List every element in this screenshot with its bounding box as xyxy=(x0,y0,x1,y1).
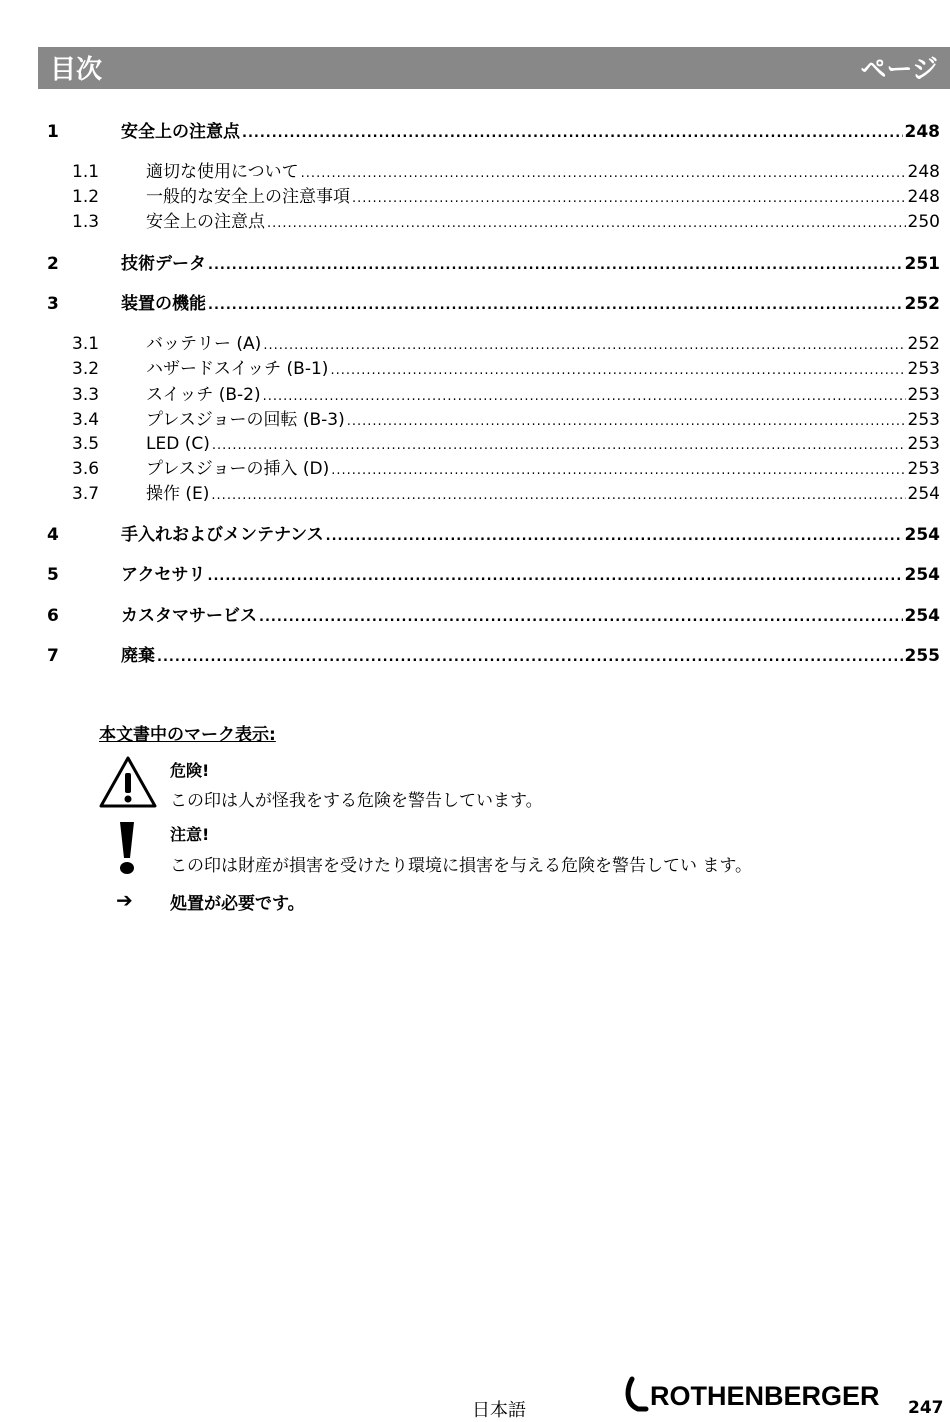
toc-page: 251 xyxy=(904,254,940,274)
toc-number: 3.1 xyxy=(72,334,100,354)
toc-entry-1-3[interactable] xyxy=(0,211,950,233)
toc-label: 安全上の注意点 xyxy=(146,212,265,232)
toc-entry-3[interactable] xyxy=(0,293,950,315)
toc-entry-1-2[interactable] xyxy=(0,186,950,208)
rothenberger-logo xyxy=(624,1376,894,1416)
toc-entry-3-4[interactable] xyxy=(0,409,950,431)
toc-entry-3-1[interactable] xyxy=(0,333,950,355)
caution-heading: 注意! xyxy=(170,825,210,844)
exclamation-icon xyxy=(114,820,140,876)
toc-label: 一般的な安全上の注意事項 xyxy=(146,187,350,207)
toc-label: 廃棄 xyxy=(121,646,155,666)
toc-label: アクセサリ xyxy=(121,565,206,585)
toc-entry-3-3[interactable] xyxy=(0,384,950,406)
toc-number: 2 xyxy=(47,254,59,274)
header-bar xyxy=(38,47,950,89)
toc-page: 253 xyxy=(907,459,940,479)
toc-page: 248 xyxy=(904,122,940,142)
toc-entry-5[interactable] xyxy=(0,564,950,586)
toc-page: 253 xyxy=(907,359,940,379)
dot-leader xyxy=(301,163,906,185)
toc-number: 3.2 xyxy=(72,359,100,379)
toc-label: カスタマサービス xyxy=(121,606,257,626)
toc-number: 3.7 xyxy=(72,484,100,504)
toc-entry-2[interactable] xyxy=(0,253,950,275)
dot-leader xyxy=(208,255,903,277)
toc-page: 255 xyxy=(904,646,940,666)
dot-leader xyxy=(347,411,906,433)
toc-label: 手入れおよびメンテナンス xyxy=(121,525,324,545)
toc-label: ハザードスイッチ (B-1) xyxy=(146,359,329,379)
toc-label: 適切な使用について xyxy=(146,162,299,182)
toc-label: 安全上の注意点 xyxy=(121,122,240,142)
toc-number: 7 xyxy=(47,646,59,666)
toc-label: 操作 (E) xyxy=(146,484,210,504)
danger-text: この印は人が怪我をする危険を警告しています。 xyxy=(170,791,543,811)
toc-label: バッテリー (A) xyxy=(146,334,262,354)
dot-leader xyxy=(326,526,903,548)
warning-triangle-icon xyxy=(98,755,158,809)
toc-label: 装置の機能 xyxy=(121,294,206,314)
toc-number: 3.6 xyxy=(72,459,100,479)
toc-label: LED (C) xyxy=(146,434,210,454)
dot-leader xyxy=(212,435,906,457)
toc-page: 254 xyxy=(904,606,940,626)
toc-page: 254 xyxy=(907,484,940,504)
toc-number: 1.1 xyxy=(72,162,100,182)
toc-number: 6 xyxy=(47,606,59,626)
legend-title: 本文書中のマーク表示: xyxy=(99,725,276,745)
toc-number: 3.3 xyxy=(72,385,100,405)
dot-leader xyxy=(330,360,905,382)
logo-text: ROTHENBERGER xyxy=(650,1381,880,1411)
toc-label: プレスジョーの回転 (B-3) xyxy=(146,410,345,430)
dot-leader xyxy=(263,386,906,408)
dot-leader xyxy=(211,485,905,507)
toc-entry-3-2[interactable] xyxy=(0,358,950,380)
toc-entry-3-6[interactable] xyxy=(0,458,950,480)
toc-number: 5 xyxy=(47,565,59,585)
toc-label: スイッチ (B-2) xyxy=(146,385,261,405)
toc-label: プレスジョーの挿入 (D) xyxy=(146,459,330,479)
dot-leader xyxy=(263,335,905,357)
toc-page: 253 xyxy=(907,410,940,430)
toc-number: 4 xyxy=(47,525,59,545)
caution-text: この印は財産が損害を受けたり環境に損害を与える危険を警告してい ます。 xyxy=(170,856,753,876)
dot-leader xyxy=(259,607,903,629)
toc-entry-1[interactable] xyxy=(0,121,950,143)
toc-number: 3 xyxy=(47,294,59,314)
toc-entry-6[interactable] xyxy=(0,605,950,627)
toc-page: 254 xyxy=(904,525,940,545)
page-title: 目次 xyxy=(50,55,103,85)
toc-page: 253 xyxy=(907,385,940,405)
action-required-text: 処置が必要です。 xyxy=(170,894,305,914)
toc-entry-1-1[interactable] xyxy=(0,161,950,183)
toc-entry-7[interactable] xyxy=(0,645,950,667)
right-arrow-icon: ➔ xyxy=(116,888,133,912)
dot-leader xyxy=(157,647,903,669)
toc-number: 1 xyxy=(47,122,59,142)
toc-entry-3-7[interactable] xyxy=(0,483,950,505)
dot-leader xyxy=(267,213,906,235)
toc-page: 250 xyxy=(907,212,940,232)
dot-leader xyxy=(242,123,903,145)
dot-leader xyxy=(208,566,903,588)
danger-heading: 危険! xyxy=(170,761,210,780)
toc-page: 252 xyxy=(907,334,940,354)
toc-entry-3-5[interactable] xyxy=(0,433,950,455)
dot-leader xyxy=(352,188,906,210)
dot-leader xyxy=(208,295,903,317)
toc-page: 254 xyxy=(904,565,940,585)
toc-page: 253 xyxy=(907,434,940,454)
toc-number: 3.5 xyxy=(72,434,100,454)
toc-page: 248 xyxy=(907,162,940,182)
toc-page: 252 xyxy=(904,294,940,314)
page-number: 247 xyxy=(908,1398,944,1418)
toc-page: 248 xyxy=(907,187,940,207)
toc-number: 1.3 xyxy=(72,212,100,232)
dot-leader xyxy=(331,460,905,482)
toc-label: 技術データ xyxy=(121,254,206,274)
toc-number: 1.2 xyxy=(72,187,100,207)
toc-entry-4[interactable] xyxy=(0,524,950,546)
footer-language: 日本語 xyxy=(472,1400,526,1421)
page-column-label: ページ xyxy=(860,55,938,85)
toc-number: 3.4 xyxy=(72,410,100,430)
